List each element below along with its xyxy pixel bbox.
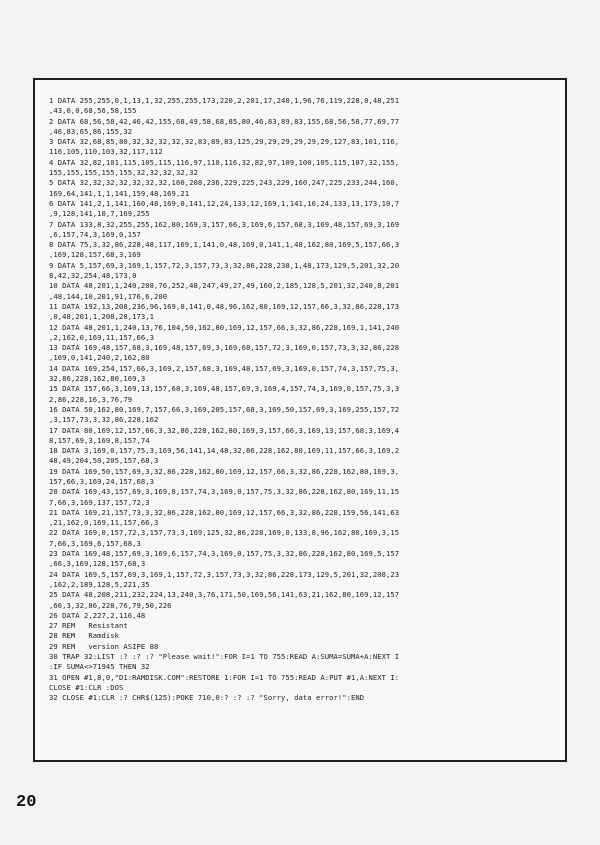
listing-line: ,6,157,74,3,169,0,157 (49, 229, 141, 239)
listing-line: ,43,0,0,68,56,58,155 (49, 106, 137, 116)
page-number: 20 (16, 793, 37, 812)
listing-line: 20 DATA 169,43,157,69,3,169,8,157,74,3,169,0,157,75,3,32,86,228,162,80,169,11,15 (49, 487, 400, 497)
listing-line: 7 DATA 133,8,32,255,255,162,80,169,3,157,66,3,169,6,157,68,3,169,48,157,69,3,169 (49, 219, 400, 229)
listing-line: 6 DATA 141,2,1,141,160,48,169,0,141,12,24,133,12,169,1,141,16,24,133,13,173,10,7 (49, 198, 400, 208)
listing-line: 157,66,3,169,24,157,68,3 (49, 476, 155, 486)
listing-line: 3 DATA 32,68,85,80,32,32,32,32,32,83,89,83,125,29,29,29,29,29,29,127,83,101,116, (49, 137, 400, 147)
listing-line: ,2,162,0,169,11,157,66,3 (49, 332, 155, 342)
listing-line: 169,64,141,1,1,141,159,48,169,21 (49, 188, 190, 198)
listing-line: ,162,2,189,128,5,221,35 (49, 579, 150, 589)
listing-line: 19 DATA 169,50,157,69,3,32,86,228,162,80,169,12,157,66,3,32,86,228,162,80,169,3, (49, 466, 400, 476)
listing-line: ,9,128,141,10,7,169,255 (49, 209, 150, 219)
listing-line: 25 DATA 48,208,211,232,224,13,240,3,76,171,50,169,56,141,63,21,162,80,169,12,157 (49, 590, 400, 600)
listing-line: 14 DATA 169,254,157,66,3,169,2,157,68,3,169,48,157,69,3,169,0,157,74,3,157,75,3, (49, 363, 400, 373)
listing-line: 23 DATA 169,48,157,69,3,169,6,157,74,3,169,0,157,75,3,32,86,228,162,80,169,5,157 (49, 549, 400, 559)
listing-line: ,169,0,141,240,2,162,80 (49, 353, 150, 363)
basic-program-listing (49, 96, 555, 704)
listing-line: 8,157,69,3,169,8,157,74 (49, 435, 150, 445)
listing-line: 8,42,32,254,48,173,0 (49, 271, 137, 281)
listing-line: 16 DATA 50,162,80,169,7,157,66,3,169,205,157,68,3,169,50,157,69,3,169,255,157,72 (49, 404, 400, 414)
listing-line: 27 REM Resistant (49, 621, 128, 631)
listing-line: 15 DATA 157,66,3,169,13,157,68,3,169,48,157,69,3,169,4,157,74,3,169,0,157,75,3,3 (49, 384, 400, 394)
listing-line: 30 TRAP 32:LIST :? :? :? "Please wait!":FOR I=1 TO 755:READ A:SUMA=SUMA+A:NEXT I (49, 652, 400, 662)
listing-line: ,46,83,65,86,155,32 (49, 126, 133, 136)
listing-line: ,3,157,73,3,32,86,228,162 (49, 415, 159, 425)
listing-line: ,0,48,201,1,208,20,173,1 (49, 312, 155, 322)
listing-line: 12 DATA 48,201,1,240,13,76,104,50,162,80,169,12,157,66,3,32,86,228,169,1,141,240 (49, 322, 400, 332)
listing-line: 48,49,204,50,205,157,68,3 (49, 456, 159, 466)
listing-line: 155,155,155,155,155,32,32,32,32,32 (49, 168, 198, 178)
listing-line: ,48,144,10,201,91,176,6,200 (49, 291, 168, 301)
listing-line: 22 DATA 169,0,157,72,3,157,73,3,169,125,32,86,228,169,0,133,8,96,162,80,169,3,15 (49, 528, 400, 538)
listing-line: 5 DATA 32,32,32,32,32,32,32,160,208,236,229,225,243,229,160,247,225,233,244,160, (49, 178, 400, 188)
listing-line: 18 DATA 3,169,0,157,75,3,169,56,141,14,48,32,86,228,162,80,169,11,157,66,3,169,2 (49, 446, 400, 456)
listing-line: 32 CLOSE #1:CLR :? CHR$(125):POKE 710,0:? :? :? "Sorry, data error!":END (49, 693, 365, 703)
listing-line: 11 DATA 192,13,208,236,96,169,0,141,0,48,96,162,80,169,12,157,66,3,32,86,228,173 (49, 301, 400, 311)
listing-line: 28 REM Ramdisk (49, 631, 120, 641)
listing-line: 17 DATA 80,169,12,157,66,3,32,86,228,162,80,169,3,157,66,3,169,13,157,68,3,169,4 (49, 425, 400, 435)
listing-line: 9 DATA 5,157,69,3,169,1,157,72,3,157,73,3,32,86,228,238,1,48,173,129,5,201,32,20 (49, 260, 400, 270)
listing-line: 2,86,228,16,3,76,79 (49, 394, 133, 404)
listing-line: 10 DATA 48,201,1,240,208,76,252,48,247,49,27,49,160,2,185,128,5,201,32,240,8,201 (49, 281, 400, 291)
listing-line: 29 REM version ASIPE 88 (49, 641, 159, 651)
listing-line: 116,105,110,103,32,117,112 (49, 147, 163, 157)
listing-line: CLOSE #1:CLR :DOS (49, 682, 124, 692)
listing-line: 4 DATA 32,82,101,115,105,115,116,97,110,116,32,82,97,109,100,105,115,107,32,155, (49, 157, 400, 167)
listing-line: 1 DATA 255,255,0,1,13,1,32,255,255,173,220,2,201,17,240,1,96,76,119,228,0,48,251 (49, 96, 400, 105)
listing-line: ,169,128,157,68,3,169 (49, 250, 141, 260)
listing-line: 7,66,3,169,137,157,72,3 (49, 497, 150, 507)
listing-line: ,66,3,169,128,157,68,3 (49, 559, 146, 569)
listing-line: 8 DATA 75,3,32,86,228,48,117,169,1,141,0,48,169,0,141,1,48,162,80,169,5,157,66,3 (49, 240, 400, 250)
listing-line: 26 DATA 2,227,2,116,48 (49, 610, 146, 620)
listing-line: ,66,3,32,86,228,76,79,50,226 (49, 600, 172, 610)
program-listing-box (33, 78, 567, 762)
listing-line: ,21,162,0,169,11,157,66,3 (49, 518, 159, 528)
listing-line: 7,66,3,169,6,157,68,3 (49, 538, 141, 548)
listing-line: 32,86,228,162,80,169,3 (49, 374, 146, 384)
listing-line: :IF SUMA<>71945 THEN 32 (49, 662, 150, 672)
listing-line: 13 DATA 169,48,157,68,3,169,48,157,69,3,169,68,157,72,3,169,0,157,73,3,32,86,228 (49, 343, 400, 353)
listing-line: 2 DATA 68,56,58,42,46,42,155,68,49,58,68,85,80,46,83,89,83,155,68,56,58,77,69,77 (49, 116, 400, 126)
listing-line: 24 DATA 169,5,157,69,3,169,1,157,72,3,157,73,3,32,86,228,173,129,5,201,32,208,23 (49, 569, 400, 579)
listing-line: 21 DATA 169,21,157,73,3,32,86,228,162,80,169,12,157,66,3,32,86,228,159,56,141,63 (49, 507, 400, 517)
listing-line: 31 OPEN #1,8,0,"D1:RAMDISK.COM":RESTORE 1:FOR I=1 TO 755:READ A:PUT #1,A:NEXT I: (49, 672, 400, 682)
